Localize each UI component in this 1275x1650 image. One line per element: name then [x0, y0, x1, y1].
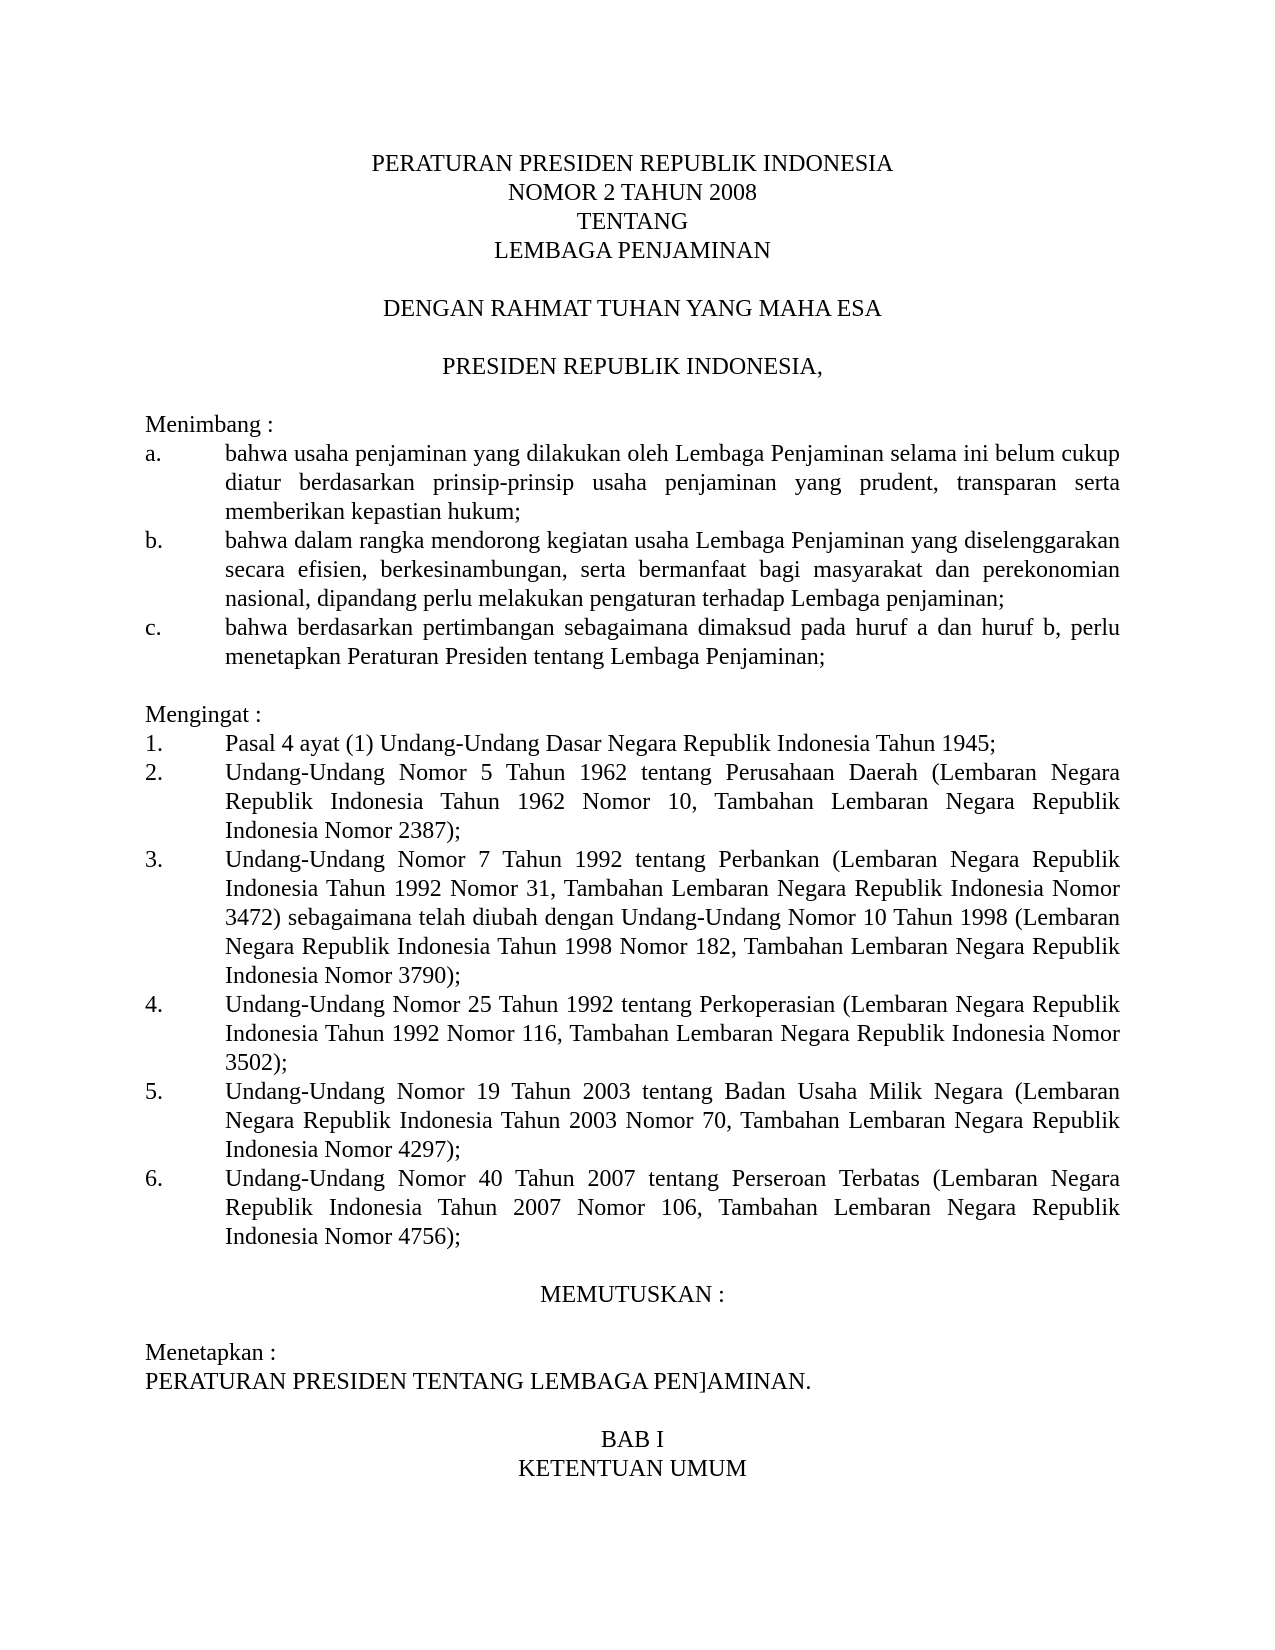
item-text: [225, 614, 1120, 672]
item-text: [225, 527, 1120, 614]
recalling-list: [145, 730, 1120, 1252]
title-line: PERATURAN PRESIDEN REPUBLIK INDONESIA: [371, 151, 894, 177]
item-text: [225, 846, 1120, 991]
item-text: [225, 991, 1120, 1078]
title-line: TENTANG: [576, 209, 689, 235]
recalling-item-5: [145, 1078, 1120, 1165]
item-text: [225, 1078, 1120, 1165]
item-text: [225, 759, 1120, 846]
item-marker: 3.: [145, 847, 163, 873]
text-line: menetapkan Peraturan Presiden tentang Lembaga Penjaminan;: [225, 644, 826, 670]
item-marker: a.: [145, 441, 162, 467]
recalling-item-2: [145, 759, 1120, 846]
considering-label: Menimbang :: [145, 412, 274, 438]
text-line: Undang-Undang Nomor 40 Tahun 2007 tentang Perseroan Terbatas (Lembaran Negara: [225, 1166, 1120, 1192]
text-line: Negara Republik Indonesia Tahun 1998 Nomor 182, Tambahan Lembaran Negara Republik: [225, 934, 1120, 960]
considering-item-b: [145, 527, 1120, 614]
text-line: Undang-Undang Nomor 5 Tahun 1962 tentang Perusahaan Daerah (Lembaran Negara: [225, 760, 1120, 786]
item-marker: 4.: [145, 992, 163, 1018]
blank-line: [145, 672, 1120, 701]
text-line: 3502);: [225, 1050, 288, 1076]
considering-item-a: [145, 440, 1120, 527]
text-line: Indonesia Nomor 2387);: [225, 818, 461, 844]
recalling-item-3: [145, 846, 1120, 991]
blank-line: [145, 266, 1120, 295]
text-line: diatur berdasarkan prinsip-prinsip usaha penjaminan yang prudent, transparan serta: [225, 470, 1120, 496]
invocation-line: DENGAN RAHMAT TUHAN YANG MAHA ESA: [383, 296, 882, 322]
considering-item-c: [145, 614, 1120, 672]
text-line: Undang-Undang Nomor 25 Tahun 1992 tentang Perkoperasian (Lembaran Negara Republik: [225, 992, 1120, 1018]
item-marker: b.: [145, 528, 163, 554]
chapter-title: KETENTUAN UMUM: [518, 1456, 747, 1482]
text-line: Indonesia Tahun 1992 Nomor 31, Tambahan Lembaran Negara Republik Indonesia Nomor: [225, 876, 1120, 902]
text-line: Indonesia Nomor 4756);: [225, 1224, 461, 1250]
text-line: memberikan kepastian hukum;: [225, 499, 521, 525]
item-text: [225, 730, 1120, 759]
document-title: [145, 150, 1120, 266]
recalling-item-4: [145, 991, 1120, 1078]
text-line: Indonesia Nomor 4297);: [225, 1137, 461, 1163]
chapter-number: BAB I: [600, 1427, 665, 1453]
blank-line: [145, 1397, 1120, 1426]
considering-list: [145, 440, 1120, 672]
text-line: Undang-Undang Nomor 7 Tahun 1992 tentang Perbankan (Lembaran Negara Republik: [225, 847, 1120, 873]
blank-line: [145, 1310, 1120, 1339]
text-line: Republik Indonesia Tahun 1962 Nomor 10, Tambahan Lembaran Negara Republik: [225, 789, 1120, 815]
enacting-text: PERATURAN PRESIDEN TENTANG LEMBAGA PEN]AMINAN.: [145, 1369, 812, 1395]
text-line: Undang-Undang Nomor 19 Tahun 2003 tentang Badan Usaha Milik Negara (Lembaran: [225, 1079, 1120, 1105]
item-marker: 2.: [145, 760, 163, 786]
item-marker: 5.: [145, 1079, 163, 1105]
text-line: secara efisien, berkesinambungan, serta bermanfaat bagi masyarakat dan perekonomian: [225, 557, 1120, 583]
recalling-item-1: [145, 730, 1120, 759]
recalling-item-6: [145, 1165, 1120, 1252]
blank-line: [145, 324, 1120, 353]
text-line: Indonesia Nomor 3790);: [225, 963, 461, 989]
text-line: Pasal 4 ayat (1) Undang-Undang Dasar Negara Republik Indonesia Tahun 1945;: [225, 731, 996, 757]
text-line: nasional, dipandang perlu melakukan pengaturan terhadap Lembaga penjaminan;: [225, 586, 1005, 612]
text-line: bahwa usaha penjaminan yang dilakukan oleh Lembaga Penjaminan selama ini belum cukup: [225, 441, 1120, 467]
item-marker: 6.: [145, 1166, 163, 1192]
item-marker: 1.: [145, 731, 163, 757]
text-line: Republik Indonesia Tahun 2007 Nomor 106, Tambahan Lembaran Negara Republik: [225, 1195, 1120, 1221]
recalling-label: Mengingat :: [145, 702, 262, 728]
blank-line: [145, 382, 1120, 411]
item-text: [225, 1165, 1120, 1252]
text-line: bahwa dalam rangka mendorong kegiatan usaha Lembaga Penjaminan yang diselenggarakan: [225, 528, 1120, 554]
issuer-line: PRESIDEN REPUBLIK INDONESIA,: [442, 354, 823, 380]
text-line: Negara Republik Indonesia Tahun 2003 Nomor 70, Tambahan Lembaran Negara Republik: [225, 1108, 1120, 1134]
title-line: LEMBAGA PENJAMINAN: [494, 238, 771, 264]
blank-line: [145, 1252, 1120, 1281]
text-line: bahwa berdasarkan pertimbangan sebagaimana dimaksud pada huruf a dan huruf b, perlu: [225, 615, 1120, 641]
item-text: [225, 440, 1120, 527]
item-marker: c.: [145, 615, 162, 641]
decision-heading: MEMUTUSKAN :: [540, 1282, 725, 1308]
title-line: NOMOR 2 TAHUN 2008: [508, 180, 757, 206]
text-line: 3472) sebagaimana telah diubah dengan Undang-Undang Nomor 10 Tahun 1998 (Lembaran: [225, 905, 1120, 931]
enacting-label: Menetapkan :: [145, 1340, 277, 1366]
text-line: Indonesia Tahun 1992 Nomor 116, Tambahan Lembaran Negara Republik Indonesia Nomor: [225, 1021, 1120, 1047]
